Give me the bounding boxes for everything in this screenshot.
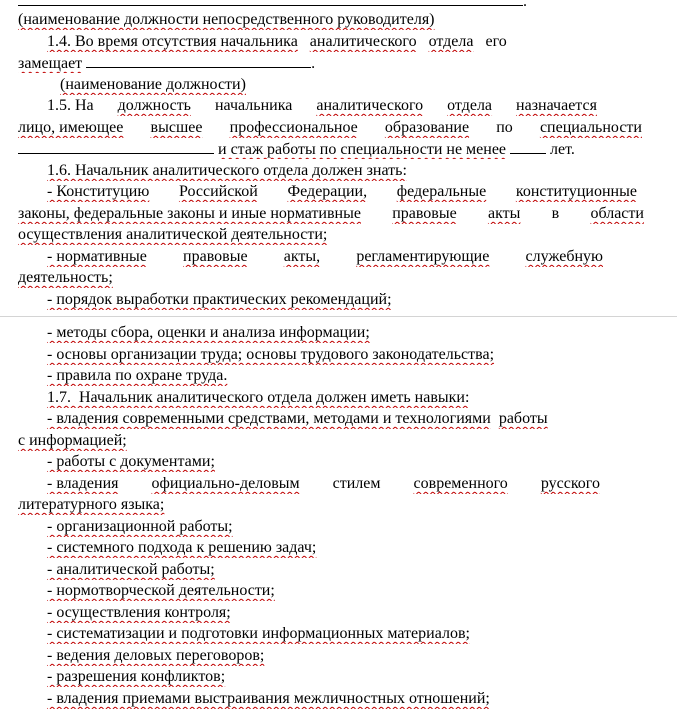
line-17: - правила по охране труда. [47, 367, 228, 384]
line-6: лицо, имеющее высшее профессиональное образование по специальности [18, 119, 642, 136]
line-31: - разрешения конфликтов; [47, 668, 226, 685]
line-16: - основы организации труда; основы трудового законодательства; [47, 346, 495, 363]
line-22: - владения официально-деловым стилем современного русского [47, 475, 600, 492]
line-26: - аналитической работы; [47, 561, 215, 578]
line-19: - владения современными средствами, методами и технологиями работы [47, 410, 548, 427]
line-29: - систематизации и подготовки информационных материалов; [47, 625, 470, 642]
line-2: 1.4. Во время отсутствия начальника аналитического отдела его [47, 33, 507, 50]
line-18: 1.7. Начальник аналитического отдела должен иметь навыки: [47, 389, 470, 406]
line-0: . [18, 0, 677, 11]
blank-field[interactable] [510, 138, 546, 154]
line-28: - осуществления контроля; [47, 604, 231, 621]
line-20: с информацией; [18, 432, 127, 449]
line-13: деятельность; [18, 269, 113, 286]
blank-field[interactable] [18, 0, 523, 6]
line-27: - нормотворческой деятельности; [47, 582, 275, 599]
caption-text: (наименование должности непосредственного руководителя) [18, 11, 435, 28]
line-25: - системного подхода к решению задач; [47, 539, 317, 556]
line-9: - Конституцию Российской Федерации, федеральные конституционные [47, 183, 637, 200]
line-8: 1.6. Начальник аналитического отдела должен знать: [47, 162, 407, 179]
line-21: - работы с документами; [47, 453, 215, 470]
line-15: - методы сбора, оценки и анализа информации; [47, 324, 370, 341]
line-24: - организационной работы; [47, 518, 233, 535]
page-break-divider [0, 316, 677, 317]
line-7: и стаж работы по специальности не менее лет. [18, 138, 677, 159]
line-12: - нормативные правовые акты, регламентирующие служебную [47, 248, 603, 265]
blank-field[interactable] [18, 138, 214, 154]
line-5: 1.5. На должность начальника аналитического отдела назначается [47, 97, 597, 114]
line-23: литературного языка; [18, 496, 165, 513]
line-4 [60, 74, 677, 95]
line-32: - владения приемами выстраивания межличностных отношений; [47, 690, 490, 707]
line-11: осуществления аналитической деятельности; [18, 226, 328, 243]
line-3: замещает . [18, 52, 677, 73]
line-10: законы, федеральные законы и иные нормативные правовые акты в области [18, 205, 644, 222]
line-30: - ведения деловых переговоров; [47, 647, 265, 664]
line-1 [18, 9, 677, 30]
caption-text: (наименование должности) [60, 76, 246, 93]
line-14: - порядок выработки практических рекомендаций; [47, 291, 392, 308]
blank-field[interactable] [86, 52, 311, 68]
